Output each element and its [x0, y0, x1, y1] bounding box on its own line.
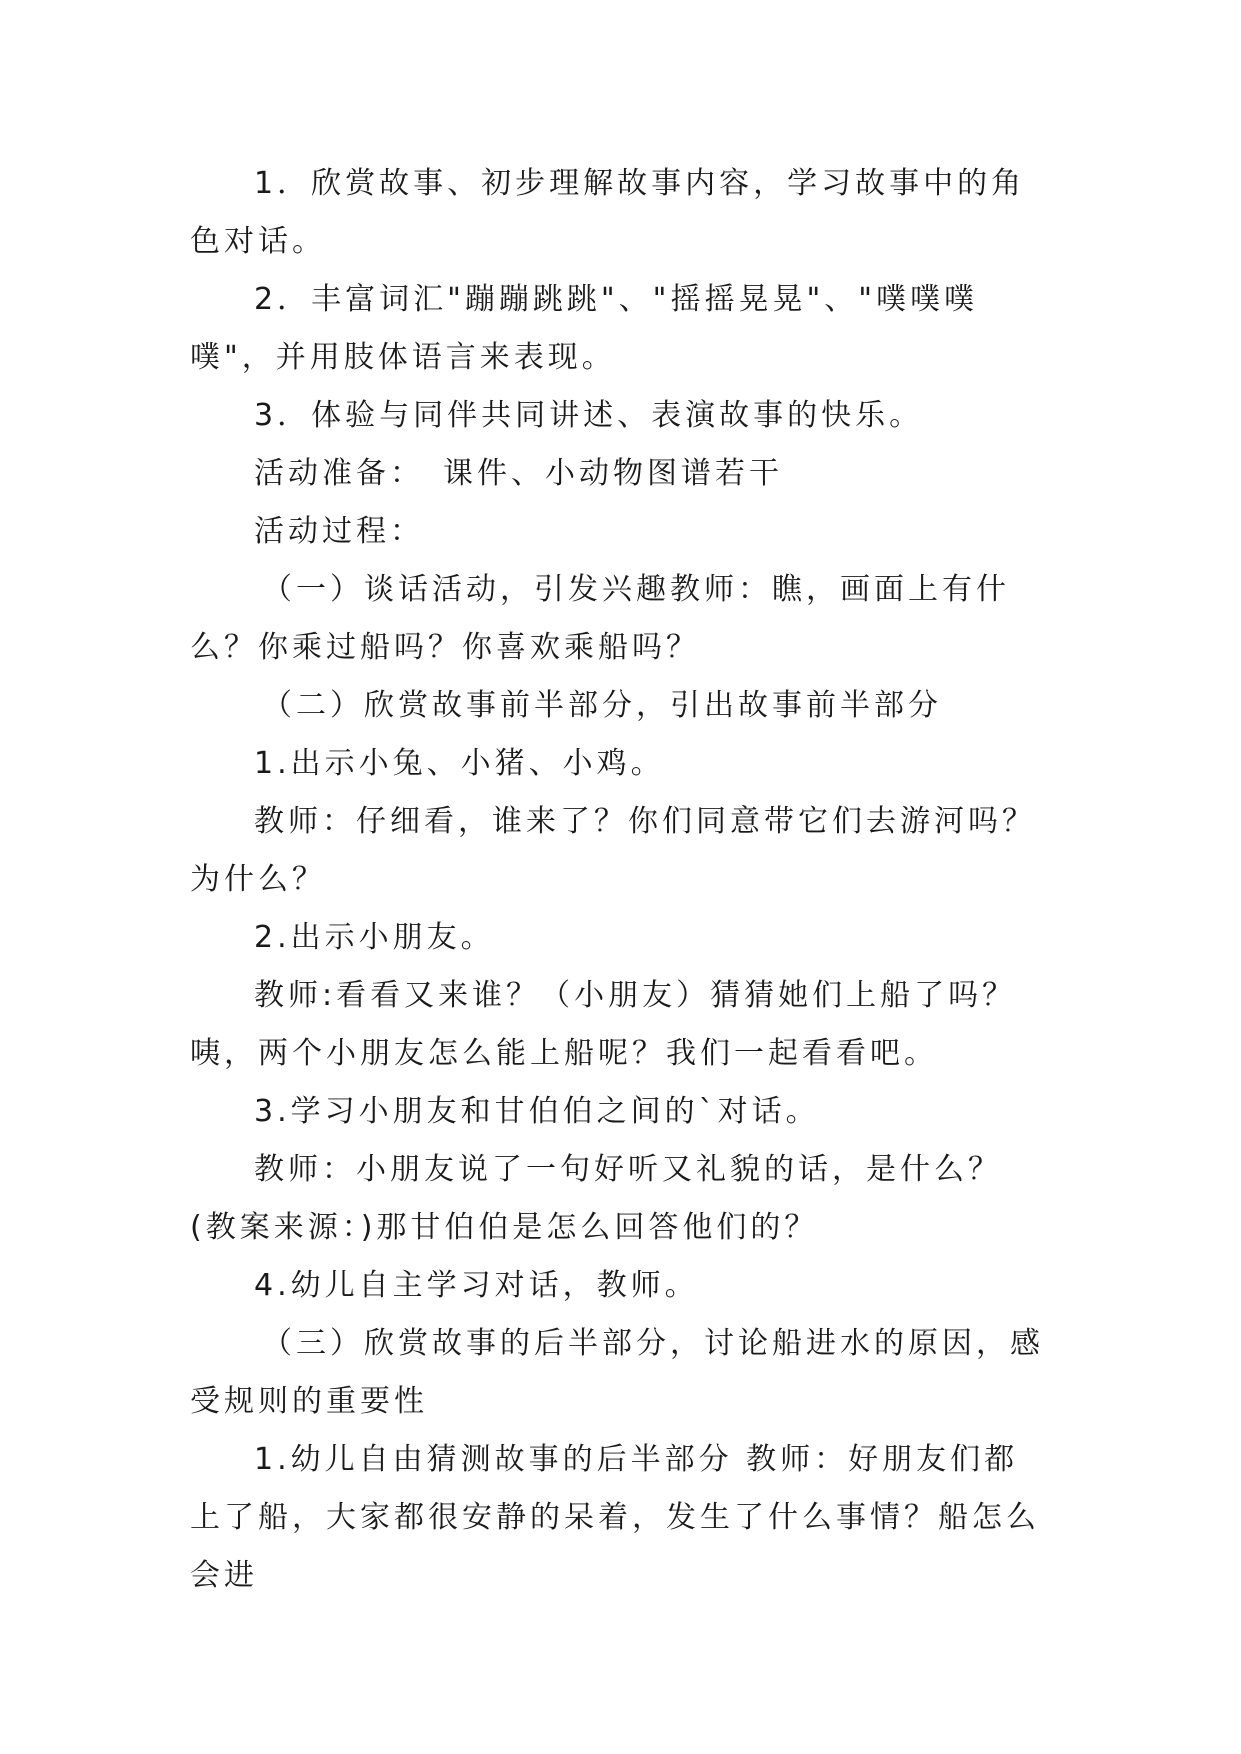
step-show-children: 2.出示小朋友。 — [254, 920, 495, 955]
teacher-question-3: 教师：小朋友说了一句好听又礼貌的话，是什么？(教案来源：)那甘伯伯是怎么回答他们的？ — [190, 1152, 1002, 1245]
objective-3: 3．体验与同伴共同讲述、表演故事的快乐。 — [254, 398, 924, 433]
section-2-heading: （二）欣赏故事前半部分，引出故事前半部分 — [262, 688, 942, 723]
section-3-heading: （三）欣赏故事的后半部分，讨论船进水的原因，感受规则的重要性 — [190, 1326, 1044, 1419]
step-self-study: 4.幼儿自主学习对话，教师。 — [254, 1268, 699, 1303]
document-body — [190, 155, 1050, 1605]
teacher-question-1: 教师：仔细看，谁来了？你们同意带它们去游河吗？为什么？ — [190, 804, 1036, 897]
step-learn-dialogue: 3.学习小朋友和甘伯伯之间的`对话。 — [254, 1094, 820, 1129]
objective-1: 1．欣赏故事、初步理解故事内容，学习故事中的角色对话。 — [190, 166, 1026, 259]
step-show-animals: 1.出示小兔、小猪、小鸡。 — [254, 746, 665, 781]
objective-2: 2．丰富词汇"蹦蹦跳跳"、"摇摇晃晃"、"噗噗噗噗"，并用肢体语言来表现。 — [190, 282, 979, 375]
teacher-question-2: 教师:看看又来谁？（小朋友）猜猜她们上船了吗？咦，两个小朋友怎么能上船呢？我们一起看看吧。 — [190, 978, 1017, 1071]
section-1-conversation: （一）谈话活动，引发兴趣教师：瞧，画面上有什么？你乘过船吗？你喜欢乘船吗？ — [190, 572, 1010, 665]
activity-process-heading: 活动过程： — [254, 514, 424, 549]
activity-preparation: 活动准备： 课件、小动物图谱若干 — [254, 456, 783, 491]
step-guess-story: 1.幼儿自由猜测故事的后半部分 教师：好朋友们都上了船，大家都很安静的呆着，发生了什么事情？船怎么会进 — [190, 1442, 1040, 1593]
